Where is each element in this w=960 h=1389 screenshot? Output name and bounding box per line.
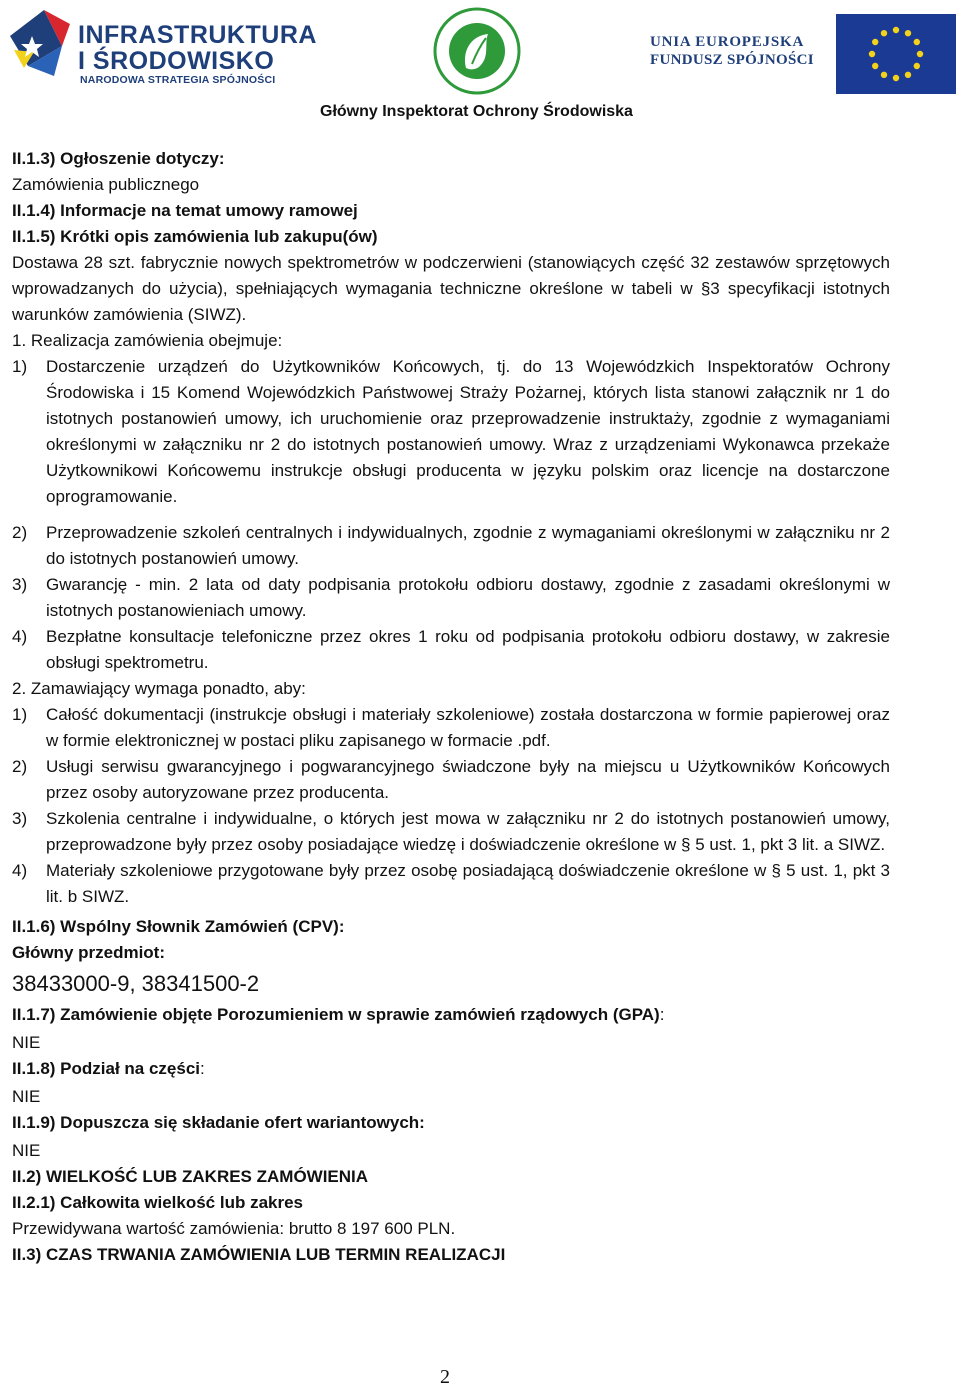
- s117-line: [12, 1002, 890, 1028]
- list-item: [12, 624, 890, 676]
- s113-value: Zamówienia publicznego: [12, 175, 200, 194]
- document-body: [12, 146, 890, 1268]
- gios-caption: Główny Inspektorat Ochrony Środowiska: [320, 103, 633, 120]
- list-item: [12, 806, 890, 858]
- s118-value: NIE: [12, 1087, 41, 1106]
- s118-line: [12, 1056, 890, 1082]
- s114-heading: II.1.4) Informacje na temat umowy ramowej: [12, 201, 358, 220]
- realization-heading: 1. Realizacja zamówienia obejmuje:: [12, 331, 283, 350]
- s117-colon: :: [659, 1005, 665, 1024]
- list-number: 1): [12, 357, 28, 376]
- list-text: Szkolenia centralne i indywidualne, o których jest mowa w załączniku nr 2 do istotnych postanowień umowy, przeprowadzone były przez osoby posiadające wiedzę i doświadczenie określone w § 5 ust. 1, pkt 3 lit. a SIWZ.: [46, 809, 890, 854]
- list-item: [12, 702, 890, 754]
- infrastruktura-flag-icon: [4, 6, 74, 84]
- requirements-heading: 2. Zamawiający wymaga ponadto, aby:: [12, 679, 306, 698]
- list-text: Przeprowadzenie szkoleń centralnych i indywidualnych, zgodnie z wymaganiami określonymi w załączniku nr 2 do istotnych postanowień umowy.: [46, 523, 890, 568]
- s119-heading: II.1.9) Dopuszcza się składanie ofert wariantowych:: [12, 1113, 425, 1132]
- page-header: [0, 0, 960, 130]
- s119-value: NIE: [12, 1141, 41, 1160]
- inspekcja-seal-logo: [432, 6, 522, 96]
- list-number: 4): [12, 861, 28, 880]
- s116-heading: II.1.6) Wspólny Słownik Zamówień (CPV):: [12, 917, 345, 936]
- s117-value: NIE: [12, 1033, 41, 1052]
- list-number: 4): [12, 627, 28, 646]
- logo-line-3: NARODOWA STRATEGIA SPÓJNOŚCI: [80, 74, 276, 86]
- list-text: Bezpłatne konsultacje telefoniczne przez okres 1 roku od podpisania protokołu odbioru dostawy, w zakresie obsługi spektrometru.: [46, 627, 890, 672]
- s121-heading: II.2.1) Całkowita wielkość lub zakres: [12, 1193, 304, 1212]
- page-number: 2: [440, 1366, 450, 1388]
- list-number: 1): [12, 705, 28, 724]
- list-item: [12, 858, 890, 910]
- logo-line-1: INFRASTRUKTURA: [78, 21, 317, 49]
- list-text: Materiały szkoleniowe przygotowane były przez osobę posiadającą doświadczenie określone w § 5 ust. 1, pkt 3 lit. b SIWZ.: [46, 861, 890, 906]
- s118-colon: :: [200, 1059, 205, 1078]
- s118-heading: II.1.8) Podział na części: [12, 1059, 201, 1078]
- logo-line-2: I ŚRODOWISKO: [78, 47, 275, 75]
- s116-subheading: Główny przedmiot:: [12, 943, 165, 962]
- list-text: Gwarancję - min. 2 lata od daty podpisania protokołu odbioru dostawy, zgodnie z zasadami określonymi w istotnych postanowieniach umowy.: [46, 575, 890, 620]
- list-item: [12, 754, 890, 806]
- eu-line-1: UNIA EUROPEJSKA: [650, 34, 805, 50]
- s113-heading: II.1.3) Ogłoszenie dotyczy:: [12, 149, 225, 168]
- list-text: Całość dokumentacji (instrukcje obsługi i materiały szkoleniowe) została dostarczona w formie papierowej oraz w formie elektronicznej w postaci pliku zapisanego w formacie .pdf.: [46, 705, 890, 750]
- s121-value: Przewidywana wartość zamówienia: brutto 8 197 600 PLN.: [12, 1219, 456, 1238]
- eu-flag-icon: [836, 14, 956, 94]
- list-number: 3): [12, 809, 28, 828]
- cpv-codes: 38433000-9, 38341500-2: [12, 971, 260, 996]
- list-text: Dostarczenie urządzeń do Użytkowników Końcowych, tj. do 13 Wojewódzkich Inspektoratów Ochrony Środowiska i 15 Komend Wojewódzkich Państwowej Straży Pożarnej, których lista stanowi załącznik nr 1 do istotnych postanowień umowy, ich uruchomienie oraz przeprowadzenie instruktaży, zgodnie z wymaganiami określonymi w załączniku nr 2 do istotnych postanowień umowy. Wraz z urządzeniami Wykonawca przekaże Użytkownikowi Końcowemu instrukcje obsługi producenta w języku polskim oraz licencje na dostarczone oprogramowanie.: [46, 357, 890, 506]
- list-number: 3): [12, 575, 28, 594]
- list-text: Usługi serwisu gwarancyjnego i pogwarancyjnego świadczone były na miejscu u Użytkowników Końcowych przez osoby autoryzowane przez producenta.: [46, 757, 890, 802]
- s12-heading: II.2) WIELKOŚĆ LUB ZAKRES ZAMÓWIENIA: [12, 1167, 369, 1186]
- s115-heading: II.1.5) Krótki opis zamówienia lub zakupu(ów): [12, 227, 378, 246]
- list-number: 2): [12, 757, 28, 776]
- list-item: [12, 520, 890, 572]
- list-number: 2): [12, 523, 28, 542]
- s13-heading: II.3) CZAS TRWANIA ZAMÓWIENIA LUB TERMIN REALIZACJI: [12, 1245, 506, 1264]
- s115-description: Dostawa 28 szt. fabrycznie nowych spektrometrów w podczerwieni (stanowiących część 32 zestawów sprzętowych wprowadzanych do użycia), spełniających wymagania techniczne określone w tabeli w §3 specyfikacji istotnych warunków zamówienia (SIWZ).: [12, 253, 890, 324]
- eu-line-2: FUNDUSZ SPÓJNOŚCI: [650, 52, 814, 68]
- list-item: [12, 354, 890, 510]
- list-item: [12, 572, 890, 624]
- s117-heading: II.1.7) Zamówienie objęte Porozumieniem w sprawie zamówień rządowych (GPA): [12, 1005, 660, 1024]
